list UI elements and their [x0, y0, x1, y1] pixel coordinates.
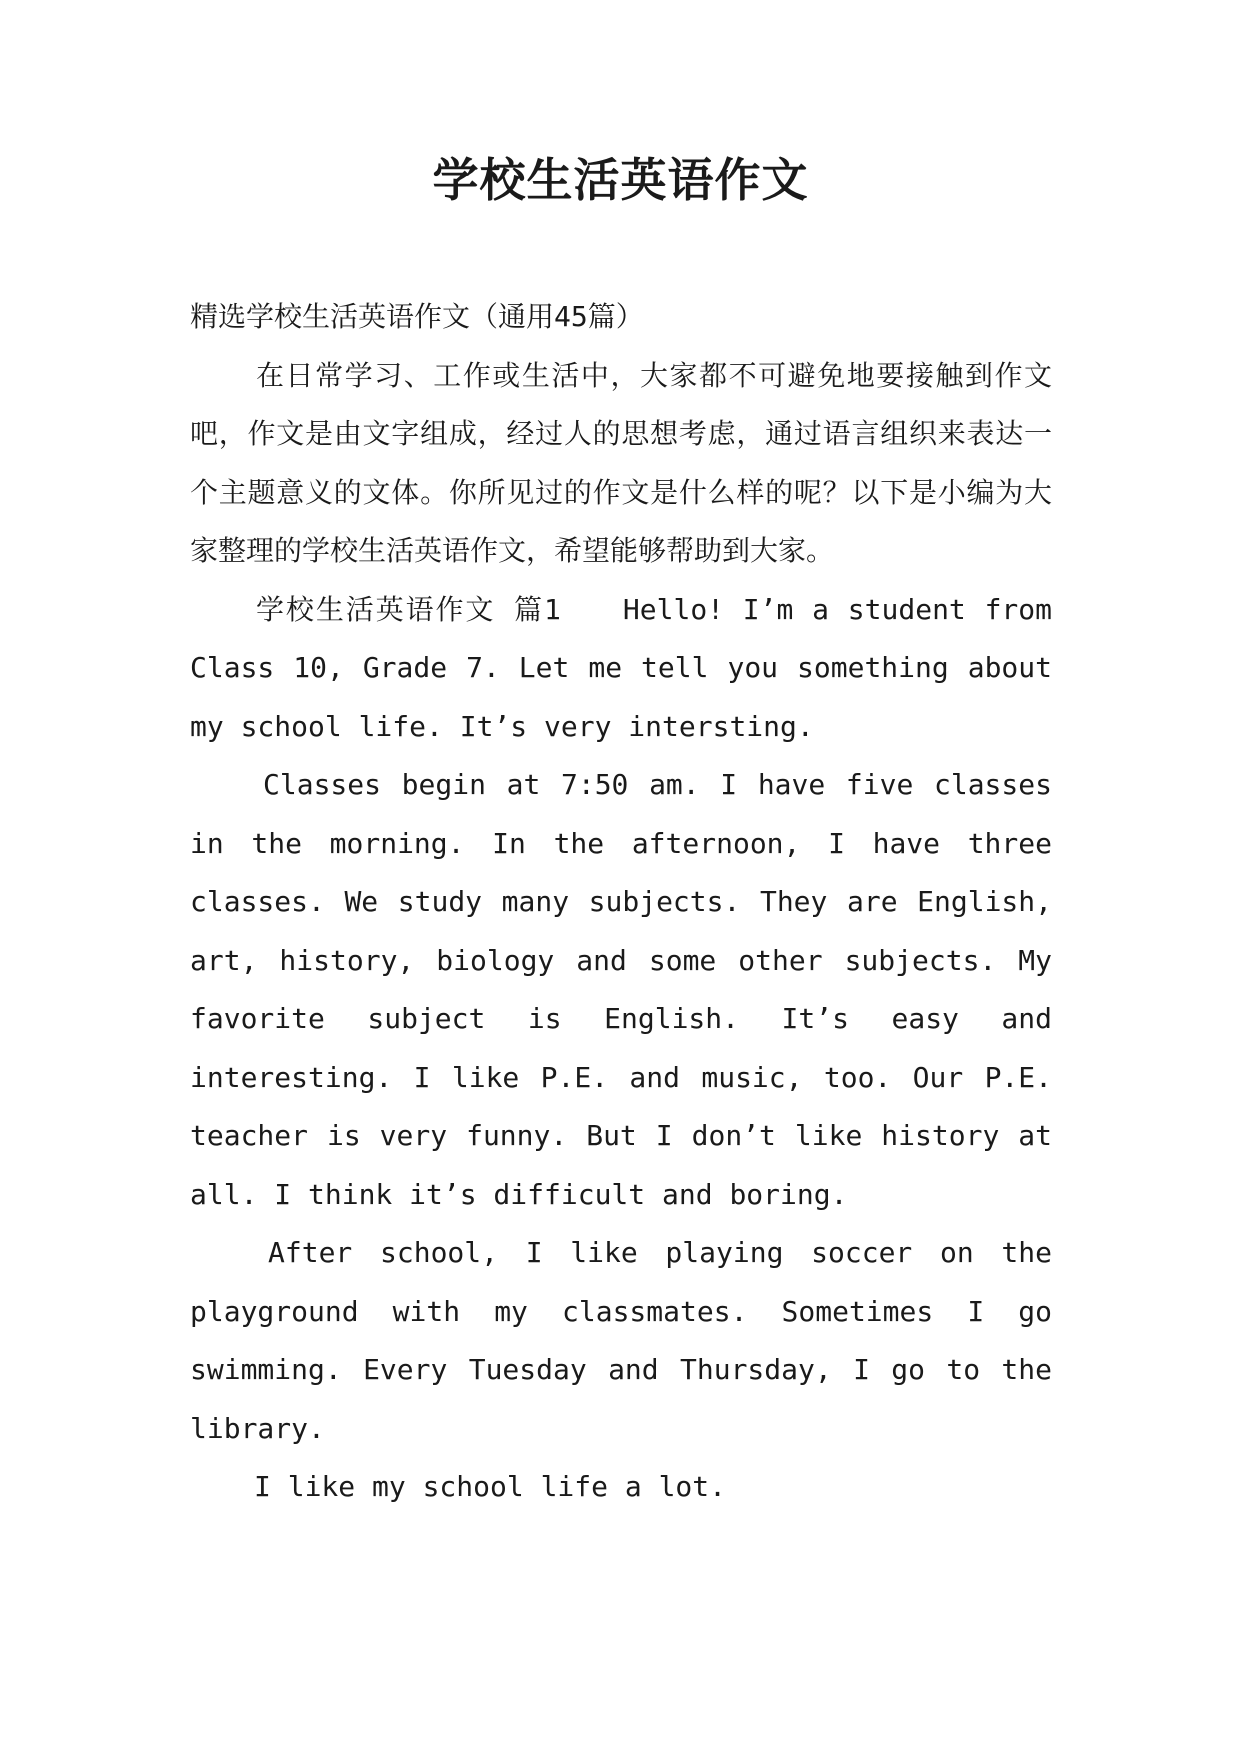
essay-paragraph-1	[190, 581, 1052, 757]
essay-paragraph-2: Classes begin at 7:50 am. I have five classes in the morning. In the afternoon, I have three classes. We study many subjects. They are English, art, history, biology and some other subjects. My favorite subject is English. It’s easy and interesting. I like P.E. and music, too. Our P.E. teacher is very funny. But I don’t like history at all. I think it’s difficult and boring.	[190, 768, 1052, 1211]
essay-paragraph-3: After school, I like playing soccer on the playground with my classmates. Sometimes I go swimming. Every Tuesday and Thursday, I go to the library.	[190, 1236, 1052, 1445]
essay-paragraph-4: I like my school life a lot.	[254, 1470, 727, 1503]
essay-paragraph-1-text: Hello! I’m a student from Class 10, Grade 7. Let me tell you something about my school life. It’s very intersting.	[190, 592, 1052, 743]
document-title: 学校生活英语作文	[432, 153, 809, 207]
section-label: 学校生活英语作文 篇1	[256, 592, 561, 626]
intro-paragraph: 在日常学习、工作或生活中，大家都不可避免地要接触到作文吧，作文是由文字组成，经过人的思想考虑，通过语言组织来表达一个主题意义的文体。你所见过的作文是什么样的呢？以下是小编为大家整理的学校生活英语作文，希望能够帮助到大家。	[190, 358, 1052, 567]
document-body	[190, 288, 1052, 1517]
document-subtitle: 精选学校生活英语作文（通用45篇）	[190, 300, 644, 333]
